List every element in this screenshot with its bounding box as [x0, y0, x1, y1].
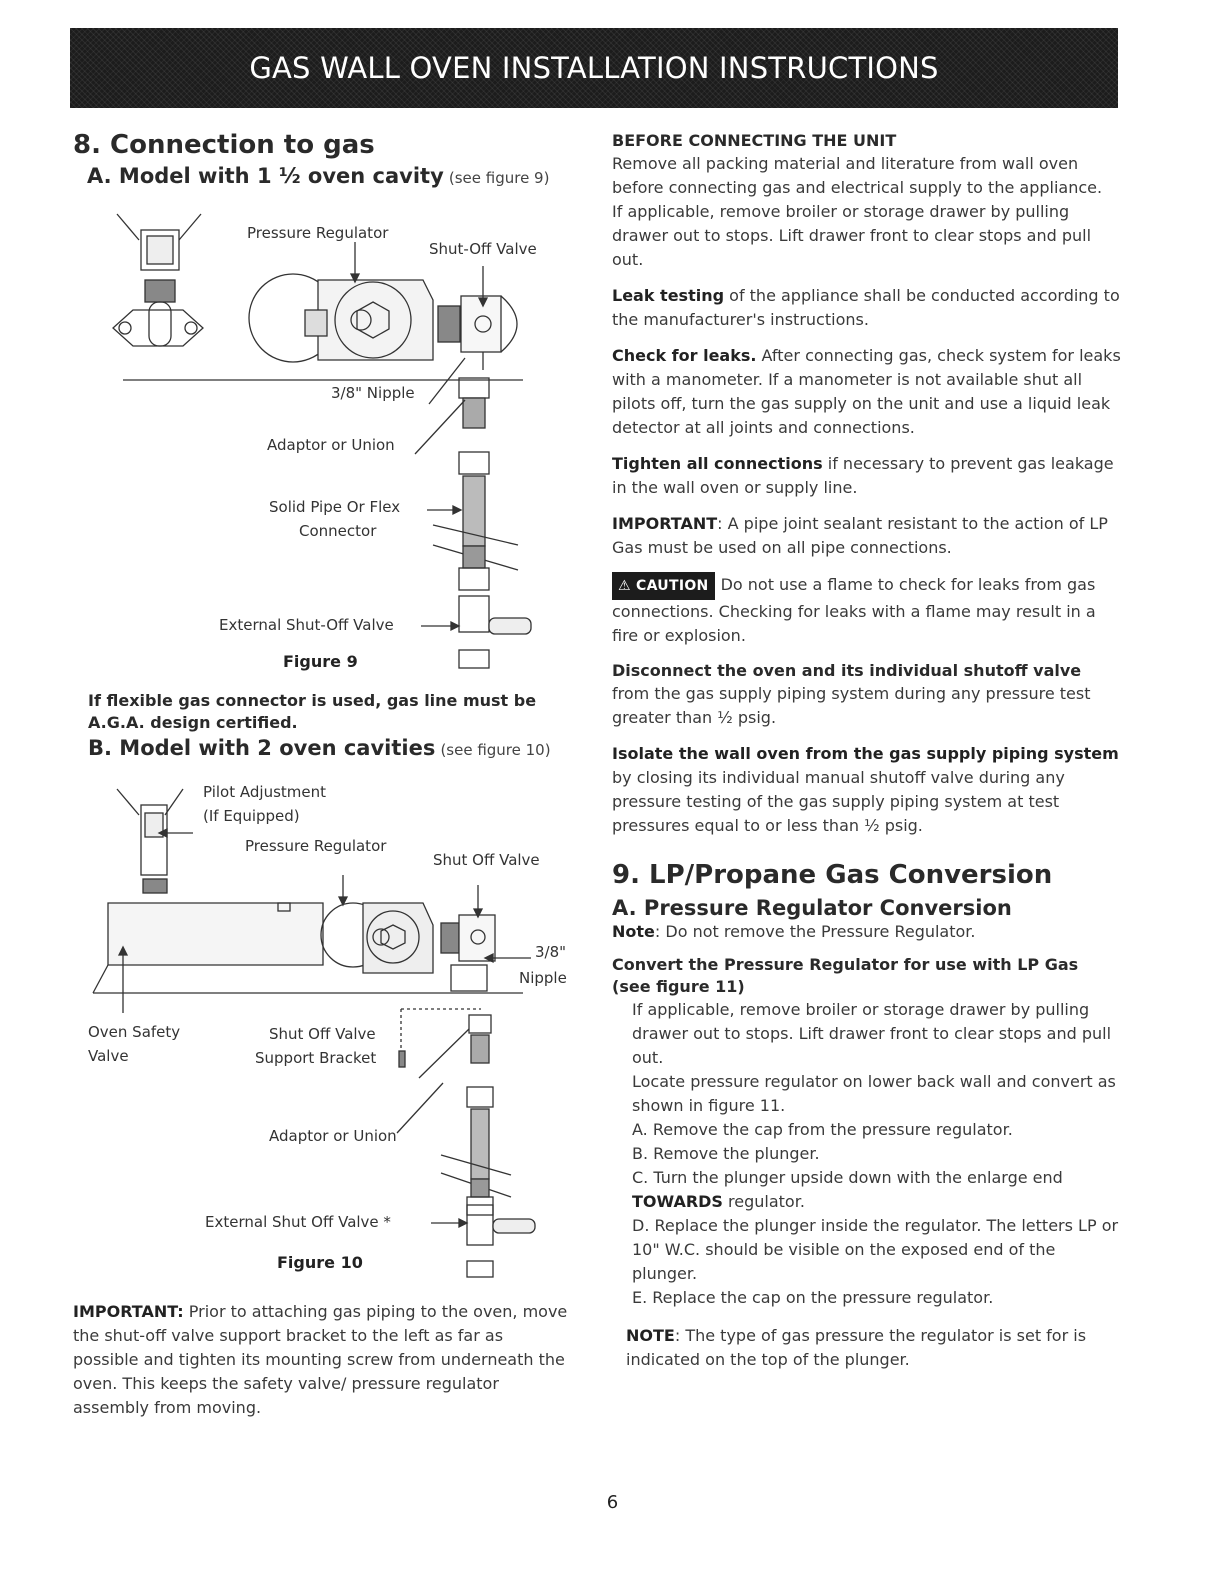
step-b: B. Remove the plunger.	[632, 1144, 820, 1163]
isolate-section: Isolate the wall oven from the gas supply piping system by closing its individual manual shutoff valve during any pressure testing of the gas supply piping system at test pressures equal to or less than ½ psig.	[612, 744, 1119, 835]
step-d: D. Replace the plunger inside the regulator. The letters LP or 10" W.C. should be visible on the exposed end of the plunger.	[632, 1216, 1119, 1283]
fig9-pressure-regulator-label: Pressure Regulator	[247, 224, 389, 242]
convert-title: Convert the Pressure Regulator for use with LP Gas (see figure 11)	[612, 955, 1079, 996]
section-9-title: 9. LP/Propane Gas Conversion	[612, 860, 1053, 890]
section-8b-heading	[88, 736, 588, 760]
leak-testing-section: Leak testing of the appliance shall be conducted according to the manufacturer's instructions.	[612, 286, 1120, 329]
before-connecting-title: BEFORE CONNECTING THE UNIT	[612, 131, 897, 150]
disconnect-section: Disconnect the oven and its individual shutoff valve from the gas supply piping system during any pressure test greater than ½ psig.	[612, 661, 1091, 727]
caution-section: ⚠ CAUTION Do not use a flame to check for leaks from gas connections. Checking for leaks with a flame may result in a fire or explosion.	[612, 572, 1122, 648]
figure-9	[73, 200, 583, 670]
fig10-oven-safety-label-1: Oven Safety	[88, 1023, 181, 1041]
section-8a-title: A. Model with 1 ½ oven cavity	[87, 164, 444, 188]
before-connecting-section	[612, 130, 1122, 272]
before-connecting-p2: If applicable, remove broiler or storage drawer by pulling drawer out to stops. Lift drawer front to clear stops and pull out.	[612, 202, 1092, 269]
before-connecting-p1: Remove all packing material and literature from wall oven before connecting gas and electrical supply to the appliance.	[612, 154, 1103, 197]
important-label: IMPORTANT:	[73, 1302, 184, 1321]
convert-p1: If applicable, remove broiler or storage drawer by pulling drawer out to stops. Lift drawer front to clear stops and pull out.	[632, 1000, 1112, 1067]
step-c: C. Turn the plunger upside down with the enlarge end TOWARDS regulator.	[632, 1168, 1063, 1211]
important-sealant-section: IMPORTANT: A pipe joint sealant resistant to the action of LP Gas must be used on all pipe connections.	[612, 514, 1108, 557]
fig9-solid-pipe-label: Solid Pipe Or Flex	[269, 498, 401, 516]
header-title: GAS WALL OVEN INSTALLATION INSTRUCTIONS	[249, 51, 939, 85]
important-text: Prior to attaching gas piping to the oven, move the shut-off valve support bracket to the left as far as possible and tighten its mounting screw from underneath the oven. This keeps the safety valve/ pressure regulator assembly from moving.	[73, 1302, 568, 1417]
header-banner	[70, 28, 1118, 108]
important-bracket-note	[73, 1300, 573, 1420]
final-note: NOTE: The type of gas pressure the regulator is set for is indicated on the top of the plunger.	[626, 1326, 1087, 1369]
tighten-section: Tighten all connections if necessary to prevent gas leakage in the wall oven or supply line.	[612, 454, 1114, 497]
fig10-pilot-label: Pilot Adjustment	[203, 783, 326, 801]
section-9-note: Note: Do not remove the Pressure Regulator.	[612, 922, 976, 941]
check-leaks-section: Check for leaks. After connecting gas, check system for leaks with a manometer. If a manometer is not available shut all pilots off, turn the gas supply on the unit and use a liquid leak detector at all joints and connections.	[612, 346, 1121, 437]
convert-p2: Locate pressure regulator on lower back wall and convert as shown in figure 11.	[632, 1072, 1116, 1115]
section-8b-title: B. Model with 2 oven cavities	[88, 736, 436, 760]
right-column	[612, 130, 1122, 1372]
fig9-nipple-label: 3/8" Nipple	[331, 384, 415, 402]
fig10-external-valve-label: External Shut Off Valve *	[205, 1213, 391, 1231]
fig10-bracket-label-2: Support Bracket	[255, 1049, 377, 1067]
section-8b-see: (see figure 10)	[440, 741, 551, 759]
caution-badge: ⚠ CAUTION	[612, 572, 715, 600]
page-number: 6	[606, 1492, 619, 1513]
fig9-external-valve-label: External Shut-Off Valve	[219, 616, 394, 634]
fig10-shutoff-valve-label: Shut Off Valve	[433, 851, 540, 869]
conversion-steps	[612, 998, 1122, 1310]
figure-9-drawing	[73, 200, 583, 670]
figure-10	[73, 775, 583, 1285]
step-a: A. Remove the cap from the pressure regulator.	[632, 1120, 1013, 1139]
fig9-connector-label: Connector	[299, 522, 377, 540]
step-e: E. Replace the cap on the pressure regulator.	[632, 1288, 994, 1307]
fig10-nipple-label-1: 3/8"	[535, 943, 567, 961]
figure-9-caption: Figure 9	[283, 652, 358, 671]
left-column	[73, 130, 583, 188]
section-8a-see: (see figure 9)	[448, 169, 550, 187]
fig10-pressure-regulator-label: Pressure Regulator	[245, 837, 387, 855]
figure-10-caption: Figure 10	[277, 1253, 363, 1272]
section-9a-title: A. Pressure Regulator Conversion	[612, 896, 1012, 920]
section-8-title: 8. Connection to gas	[73, 130, 375, 160]
section-8a-heading	[87, 164, 583, 188]
fig9-shutoff-valve-label: Shut-Off Valve	[429, 240, 537, 258]
fig10-nipple-label-2: Nipple	[519, 969, 567, 987]
section-9	[612, 860, 1122, 1372]
fig10-if-equipped-label: (If Equipped)	[203, 807, 300, 825]
fig9-adaptor-label: Adaptor or Union	[267, 436, 395, 454]
fig10-bracket-label-1: Shut Off Valve	[269, 1025, 376, 1043]
flex-connector-note: If flexible gas connector is used, gas line must be A.G.A. design certified.	[88, 691, 537, 732]
fig10-adaptor-label: Adaptor or Union	[269, 1127, 397, 1145]
fig10-oven-safety-label-2: Valve	[88, 1047, 129, 1065]
